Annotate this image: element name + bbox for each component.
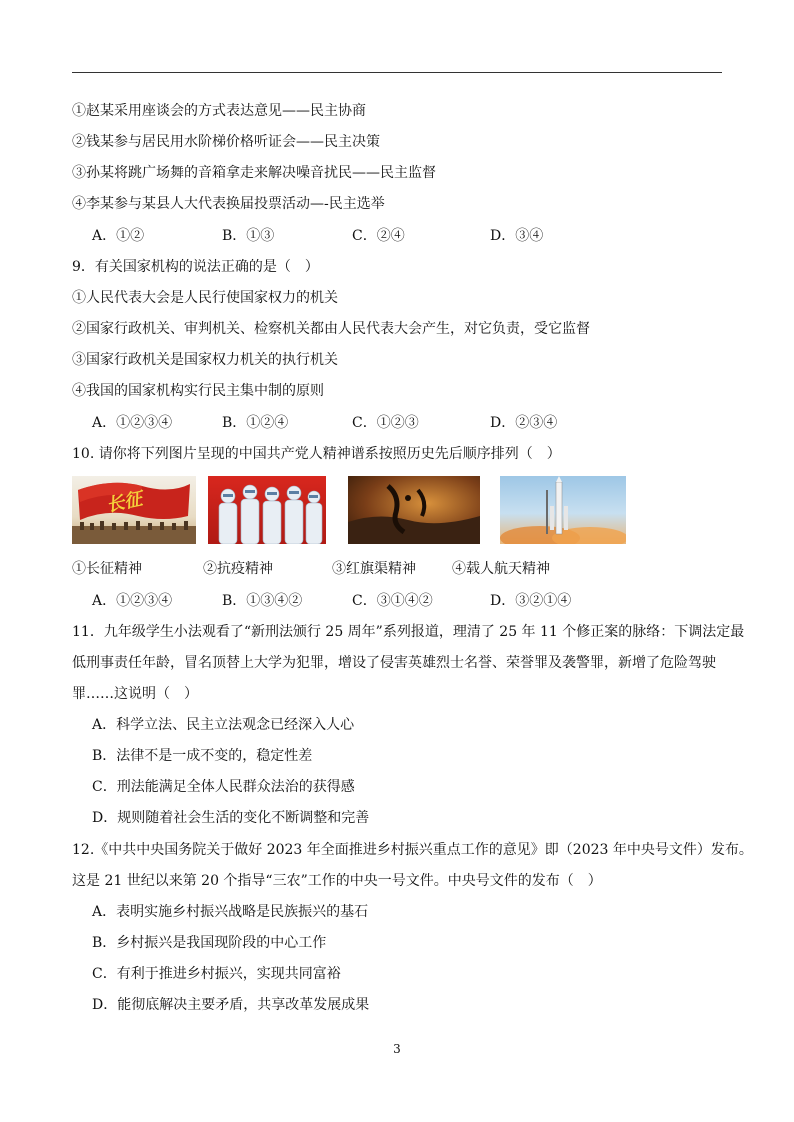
header-rule (72, 72, 722, 73)
q9-item-1: ①人民代表大会是人民行使国家权力的机关 (72, 290, 338, 306)
q9-options (92, 414, 557, 432)
q8-options (92, 227, 543, 245)
q8-option-d[interactable]: D．③④ (490, 228, 544, 244)
anti-epidemic-image (208, 476, 326, 544)
manned-spaceflight-image (500, 476, 626, 544)
q10-stem: 10. 请你将下列图片呈现的中国共产党人精神谱系按照历史先后顺序排列（ ） (72, 446, 561, 462)
q8-option-b[interactable]: B．①③ (222, 228, 275, 244)
q9-stem: 9．有关国家机构的说法正确的是（ ） (72, 259, 319, 275)
q12-option-c[interactable]: C．有利于推进乡村振兴，实现共同富裕 (92, 966, 341, 982)
q9-option-a[interactable]: A．①②③④ (92, 415, 173, 431)
q8-option-c[interactable]: C．②④ (352, 228, 405, 244)
q8-item-3: ③孙某将跳广场舞的音箱拿走来解决噪音扰民——民主监督 (72, 165, 436, 181)
q8-option-a[interactable]: A．①② (92, 228, 145, 244)
q10-caption-1: ①长征精神 (72, 561, 142, 577)
page-number: 3 (393, 1042, 401, 1056)
q11-option-d[interactable]: D．规则随着社会生活的变化不断调整和完善 (92, 810, 370, 826)
q8-item-1: ①赵某采用座谈会的方式表达意见——民主协商 (72, 103, 366, 119)
q9-item-4: ④我国的国家机构实行民主集中制的原则 (72, 383, 324, 399)
q11-option-c[interactable]: C．刑法能满足全体人民群众法治的获得感 (92, 779, 355, 795)
q10-option-c[interactable]: C．③①④② (352, 593, 433, 609)
red-flag-canal-image (348, 476, 480, 544)
long-march-image (72, 476, 196, 544)
q11-stem-line-1: 11．九年级学生小法观看了“新刑法颁行 25 周年”系列报道，理清了 25 年 11 个修正案的脉络：下调法定最 (72, 624, 745, 640)
q8-item-4: ④李某参与某县人大代表换届投票活动—-民主选举 (72, 196, 385, 212)
q9-option-d[interactable]: D．②③④ (490, 415, 558, 431)
long-march-flag-text: 长征 (104, 488, 145, 517)
q11-option-b[interactable]: B．法律不是一成不变的，稳定性差 (92, 748, 313, 764)
q9-option-c[interactable]: C．①②③ (352, 415, 419, 431)
q10-option-d[interactable]: D．③②①④ (490, 593, 572, 609)
q12-option-b[interactable]: B．乡村振兴是我国现阶段的中心工作 (92, 935, 327, 951)
q8-item-2: ②钱某参与居民用水阶梯价格听证会——民主决策 (72, 134, 380, 150)
q12-option-a[interactable]: A．表明实施乡村振兴战略是民族振兴的基石 (92, 904, 369, 920)
q11-stem-line-3: 罪……这说明（ ） (72, 686, 198, 702)
q9-option-b[interactable]: B．①②④ (222, 415, 289, 431)
q12-option-d[interactable]: D．能彻底解决主要矛盾，共享改革发展成果 (92, 997, 370, 1013)
q12-stem-line-2: 这是 21 世纪以来第 20 个指导“三农”工作的中央一号文件。中央号文件的发布（ ） (72, 873, 602, 889)
q10-caption-4: ④载人航天精神 (452, 561, 550, 577)
q10-caption-3: ③红旗渠精神 (332, 561, 416, 577)
q9-item-3: ③国家行政机关是国家权力机关的执行机关 (72, 352, 338, 368)
q11-stem-line-2: 低刑事责任年龄，冒名顶替上大学为犯罪，增设了侵害英雄烈士名誉、荣誉罪及袭警罪，新增了危险驾驶 (72, 655, 716, 671)
q10-option-b[interactable]: B．①③④② (222, 593, 303, 609)
q10-options (92, 592, 571, 610)
q10-option-a[interactable]: A．①②③④ (92, 593, 173, 609)
q10-caption-2: ②抗疫精神 (203, 561, 273, 577)
q12-stem-line-1: 12.《中共中央国务院关于做好 2023 年全面推进乡村振兴重点工作的意见》即（2023 年中央号文件）发布。 (72, 842, 753, 858)
q9-item-2: ②国家行政机关、审判机关、检察机关都由人民代表大会产生，对它负责，受它监督 (72, 321, 590, 337)
q11-option-a[interactable]: A．科学立法、民主立法观念已经深入人心 (92, 717, 355, 733)
